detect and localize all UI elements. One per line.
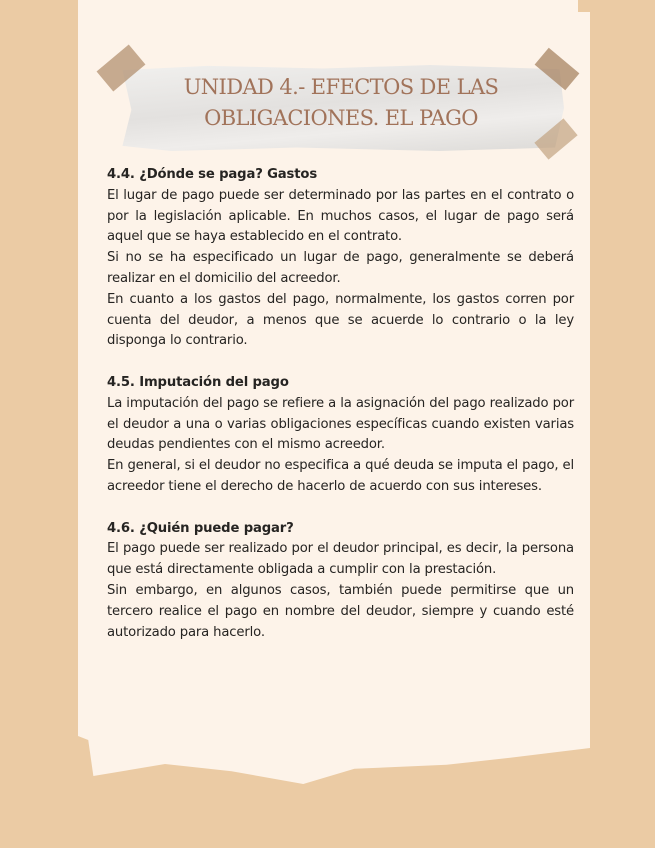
section-imputacion-del-pago [107, 373, 574, 498]
page-title [118, 72, 564, 134]
section-heading: 4.6. ¿Quién puede pagar? [107, 520, 294, 536]
paper-corner-notch [578, 0, 590, 12]
paragraph: Sin embargo, en algunos casos, también puede permitirse que un tercero realice el pago en nombre del deudor, siempre y cuando esté autorizado para hacerlo. [107, 582, 574, 640]
paragraph: En general, si el deudor no especifica a qué deuda se imputa el pago, el acreedor tiene el derecho de hacerlo de acuerdo con sus intereses. [107, 458, 574, 494]
section-heading: 4.5. Imputación del pago [107, 374, 289, 390]
title-line-1: UNIDAD 4.- EFECTOS DE LAS [183, 75, 499, 99]
paragraph: En cuanto a los gastos del pago, normalmente, los gastos corren por cuenta del deudor, a menos que se acuerde lo contrario o la ley disponga lo contrario. [107, 291, 574, 349]
paragraph: El lugar de pago puede ser determinado por las partes en el contrato o por la legislación aplicable. En muchos casos, el lugar de pago será aquel que se haya establecido en el contrato. [107, 187, 574, 245]
paragraph: Si no se ha especificado un lugar de pago, generalmente se deberá realizar en el domicilio del acreedor. [107, 250, 574, 286]
title-line-2: OBLIGACIONES. EL PAGO [204, 106, 478, 130]
paragraph: La imputación del pago se refiere a la asignación del pago realizado por el deudor a una o varias obligaciones específicas cuando existen varias deudas pendientes con el mismo acreedor. [107, 395, 574, 453]
section-donde-se-paga [107, 165, 574, 352]
section-quien-puede-pagar [107, 519, 574, 644]
section-heading: 4.4. ¿Dónde se paga? Gastos [107, 167, 318, 182]
document-body [107, 165, 574, 664]
paragraph: El pago puede ser realizado por el deudor principal, es decir, la persona que está directamente obligada a cumplir con la prestación. [107, 541, 574, 578]
